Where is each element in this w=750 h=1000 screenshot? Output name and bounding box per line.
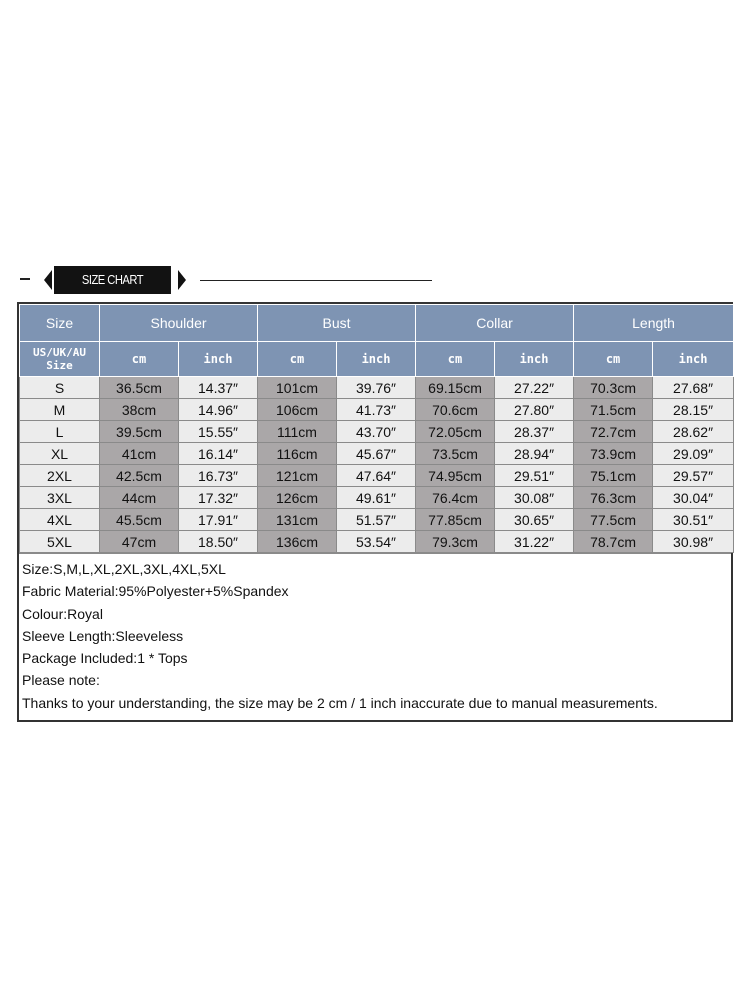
table-row (20, 399, 734, 421)
size-cell: 4XL (20, 509, 100, 531)
table-row (20, 465, 734, 487)
inch-cell: 27.68″ (653, 377, 734, 399)
inch-cell: 29.51″ (495, 465, 574, 487)
banner-notch-right (178, 270, 186, 290)
cm-cell: 75.1cm (574, 465, 653, 487)
header-us-uk-au-size: US/UK/AU Size (20, 342, 100, 377)
size-cell: 2XL (20, 465, 100, 487)
cm-cell: 79.3cm (416, 531, 495, 553)
group-header-row (20, 305, 734, 342)
cm-cell: 39.5cm (100, 421, 179, 443)
cm-cell: 116cm (258, 443, 337, 465)
size-table (19, 304, 734, 553)
inch-cell: 47.64″ (337, 465, 416, 487)
cm-cell: 41cm (100, 443, 179, 465)
inch-cell: 29.09″ (653, 443, 734, 465)
banner-label: SIZE CHART (54, 266, 171, 294)
cm-cell: 36.5cm (100, 377, 179, 399)
inch-cell: 18.50″ (179, 531, 258, 553)
inch-cell: 14.37″ (179, 377, 258, 399)
cm-cell: 70.3cm (574, 377, 653, 399)
inch-cell: 27.22″ (495, 377, 574, 399)
note-fabric: Fabric Material:95%Polyester+5%Spandex (22, 583, 289, 600)
note-disclaimer: Thanks to your understanding, the size may be 2 cm / 1 inch inaccurate due to manual measurements. (22, 694, 658, 711)
cm-cell: 101cm (258, 377, 337, 399)
banner-notch-left (44, 270, 52, 290)
unit-header: cm (574, 342, 653, 377)
cm-cell: 73.9cm (574, 443, 653, 465)
inch-cell: 30.98″ (653, 531, 734, 553)
inch-cell: 30.65″ (495, 509, 574, 531)
inch-cell: 30.51″ (653, 509, 734, 531)
size-cell: S (20, 377, 100, 399)
inch-cell: 29.57″ (653, 465, 734, 487)
cm-cell: 73.5cm (416, 443, 495, 465)
cm-cell: 131cm (258, 509, 337, 531)
inch-cell: 28.94″ (495, 443, 574, 465)
inch-cell: 17.32″ (179, 487, 258, 509)
size-chart (17, 302, 733, 722)
size-cell: M (20, 399, 100, 421)
inch-cell: 30.08″ (495, 487, 574, 509)
size-cell: L (20, 421, 100, 443)
inch-cell: 31.22″ (495, 531, 574, 553)
cm-cell: 74.95cm (416, 465, 495, 487)
inch-cell: 39.76″ (337, 377, 416, 399)
table-row (20, 421, 734, 443)
banner-rule (200, 280, 432, 281)
inch-cell: 45.67″ (337, 443, 416, 465)
inch-cell: 41.73″ (337, 399, 416, 421)
cm-cell: 69.15cm (416, 377, 495, 399)
inch-cell: 16.14″ (179, 443, 258, 465)
note-colour: Colour:Royal (22, 605, 103, 622)
note-package: Package Included:1 * Tops (22, 650, 188, 667)
cm-cell: 45.5cm (100, 509, 179, 531)
cm-cell: 126cm (258, 487, 337, 509)
inch-cell: 28.15″ (653, 399, 734, 421)
unit-header: cm (258, 342, 337, 377)
cm-cell: 38cm (100, 399, 179, 421)
inch-cell: 49.61″ (337, 487, 416, 509)
table-row (20, 443, 734, 465)
inch-cell: 16.73″ (179, 465, 258, 487)
size-rows (20, 377, 734, 553)
unit-header-row (20, 342, 734, 377)
table-row (20, 377, 734, 399)
note-sizes: Size:S,M,L,XL,2XL,3XL,4XL,5XL (22, 561, 226, 577)
header-collar: Collar (416, 305, 574, 342)
cm-cell: 77.85cm (416, 509, 495, 531)
inch-cell: 17.91″ (179, 509, 258, 531)
cm-cell: 78.7cm (574, 531, 653, 553)
unit-header: inch (653, 342, 734, 377)
inch-cell: 28.62″ (653, 421, 734, 443)
cm-cell: 42.5cm (100, 465, 179, 487)
size-cell: 3XL (20, 487, 100, 509)
size-chart-banner (18, 262, 418, 296)
inch-cell: 15.55″ (179, 421, 258, 443)
product-notes (19, 553, 731, 720)
note-sleeve: Sleeve Length:Sleeveless (22, 627, 184, 644)
cm-cell: 111cm (258, 421, 337, 443)
inch-cell: 28.37″ (495, 421, 574, 443)
unit-header: cm (416, 342, 495, 377)
cm-cell: 76.3cm (574, 487, 653, 509)
table-row (20, 531, 734, 553)
cm-cell: 70.6cm (416, 399, 495, 421)
cm-cell: 106cm (258, 399, 337, 421)
cm-cell: 72.05cm (416, 421, 495, 443)
header-length: Length (574, 305, 734, 342)
cm-cell: 136cm (258, 531, 337, 553)
cm-cell: 121cm (258, 465, 337, 487)
cm-cell: 44cm (100, 487, 179, 509)
inch-cell: 30.04″ (653, 487, 734, 509)
cm-cell: 71.5cm (574, 399, 653, 421)
unit-header: inch (179, 342, 258, 377)
cm-cell: 76.4cm (416, 487, 495, 509)
banner-dash (20, 278, 30, 280)
cm-cell: 77.5cm (574, 509, 653, 531)
table-row (20, 509, 734, 531)
inch-cell: 43.70″ (337, 421, 416, 443)
inch-cell: 14.96″ (179, 399, 258, 421)
cm-cell: 72.7cm (574, 421, 653, 443)
note-please: Please note: (22, 672, 100, 689)
header-shoulder: Shoulder (100, 305, 258, 342)
header-size: Size (20, 305, 100, 342)
cm-cell: 47cm (100, 531, 179, 553)
inch-cell: 53.54″ (337, 531, 416, 553)
header-bust: Bust (258, 305, 416, 342)
inch-cell: 51.57″ (337, 509, 416, 531)
unit-header: cm (100, 342, 179, 377)
inch-cell: 27.80″ (495, 399, 574, 421)
size-cell: XL (20, 443, 100, 465)
table-row (20, 487, 734, 509)
unit-header: inch (495, 342, 574, 377)
size-cell: 5XL (20, 531, 100, 553)
unit-header: inch (337, 342, 416, 377)
